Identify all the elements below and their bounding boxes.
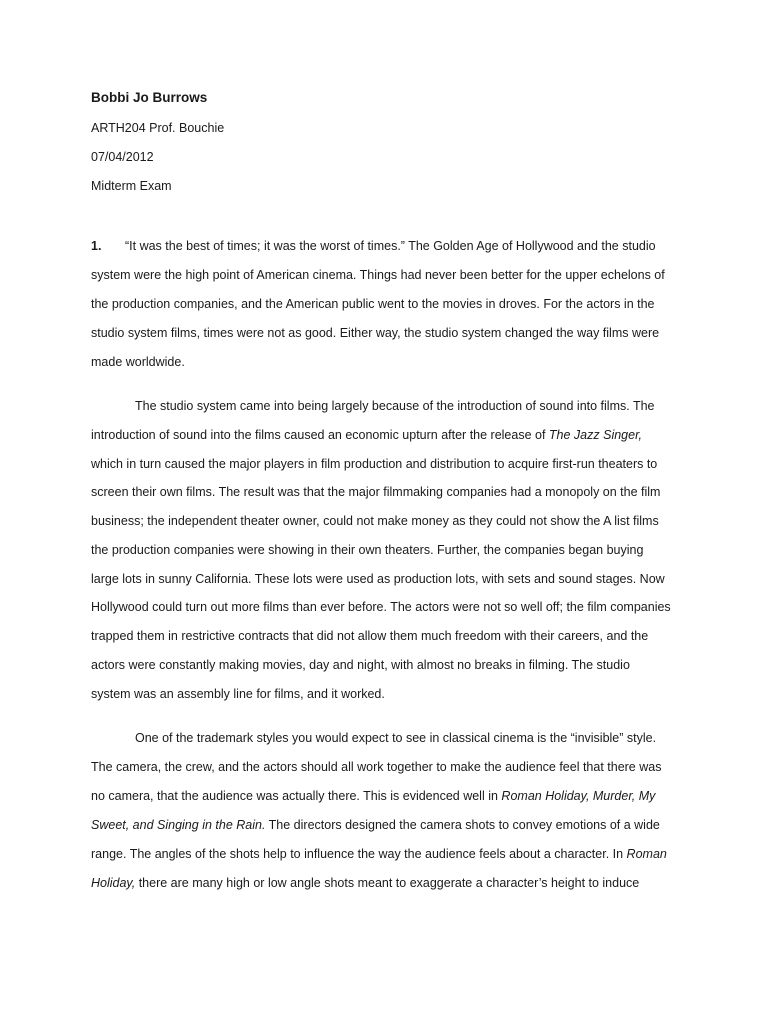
film-title: Holiday, — [91, 876, 136, 890]
film-titles: Sweet, and Singing in the Rain. — [91, 818, 266, 832]
paragraph-line: made worldwide. — [91, 355, 185, 369]
document-title: Midterm Exam — [91, 179, 172, 193]
paragraph-line: which in turn caused the major players in film production and distribution to acquire first-run theaters to — [91, 457, 658, 471]
question-number: 1. — [91, 239, 102, 253]
paragraph-line: range. The angles of the shots help to influence the way the audience feels about a character. In Roman — [91, 847, 667, 861]
paragraph-line: no camera, that the audience was actually there. This is evidenced well in Roman Holiday, Murder, My — [91, 789, 656, 803]
paragraph-line: Holiday, there are many high or low angle shots meant to exaggerate a character’s height to induce — [91, 876, 640, 890]
paragraph-line: trapped them in restrictive contracts that did not allow them much freedom with their careers, and the — [91, 629, 649, 643]
film-title: Roman — [626, 847, 667, 861]
paragraph-line: Sweet, and Singing in the Rain. The directors designed the camera shots to convey emotions of a wide — [91, 818, 660, 832]
course-info: ARTH204 Prof. Bouchie — [91, 121, 225, 135]
paragraph-line: business; the independent theater owner, could not make money as they could not show the A list films — [91, 514, 659, 528]
paragraph-line: actors were constantly making movies, day and night, with almost no breaks in filming. The studio — [91, 658, 630, 672]
paragraph-line: The camera, the crew, and the actors should all work together to make the audience feel that there was — [91, 760, 662, 774]
paragraph-line: the production companies, and the American public went to the movies in droves. For the actors in the — [91, 297, 655, 311]
paragraph-line: large lots in sunny California. These lots were used as production lots, with sets and sound stages. Now — [91, 572, 665, 586]
paragraph-line: system was an assembly line for films, and it worked. — [91, 687, 385, 701]
paragraph-line: introduction of sound into the films caused an economic upturn after the release of The Jazz Singer, — [91, 428, 643, 442]
document-date: 07/04/2012 — [91, 150, 154, 164]
paragraph-line: 1. “It was the best of times; it was the worst of times.” The Golden Age of Hollywood and the studio — [91, 239, 656, 253]
paragraph-line: screen their own films. The result was that the major filmmaking companies had a monopoly on the film — [91, 485, 661, 499]
paragraph-line: studio system films, times were not as good. Either way, the studio system changed the way films were — [91, 326, 660, 340]
film-title: The Jazz Singer, — [548, 428, 643, 442]
author-name: Bobbi Jo Burrows — [91, 90, 208, 105]
film-titles: Roman Holiday, Murder, My — [501, 789, 656, 803]
paragraph-line: system were the high point of American cinema. Things had never been better for the upper echelons of — [91, 268, 665, 282]
paragraph-line: Hollywood could turn out more films than ever before. The actors were not so well off; the film companies — [91, 600, 671, 614]
paragraph-line: One of the trademark styles you would expect to see in classical cinema is the “invisible” style. — [135, 731, 657, 745]
paragraph-line: The studio system came into being largely because of the introduction of sound into films. The — [135, 399, 655, 413]
paragraph-line: the production companies were showing in their own theaters. Further, the companies began buying — [91, 543, 644, 557]
